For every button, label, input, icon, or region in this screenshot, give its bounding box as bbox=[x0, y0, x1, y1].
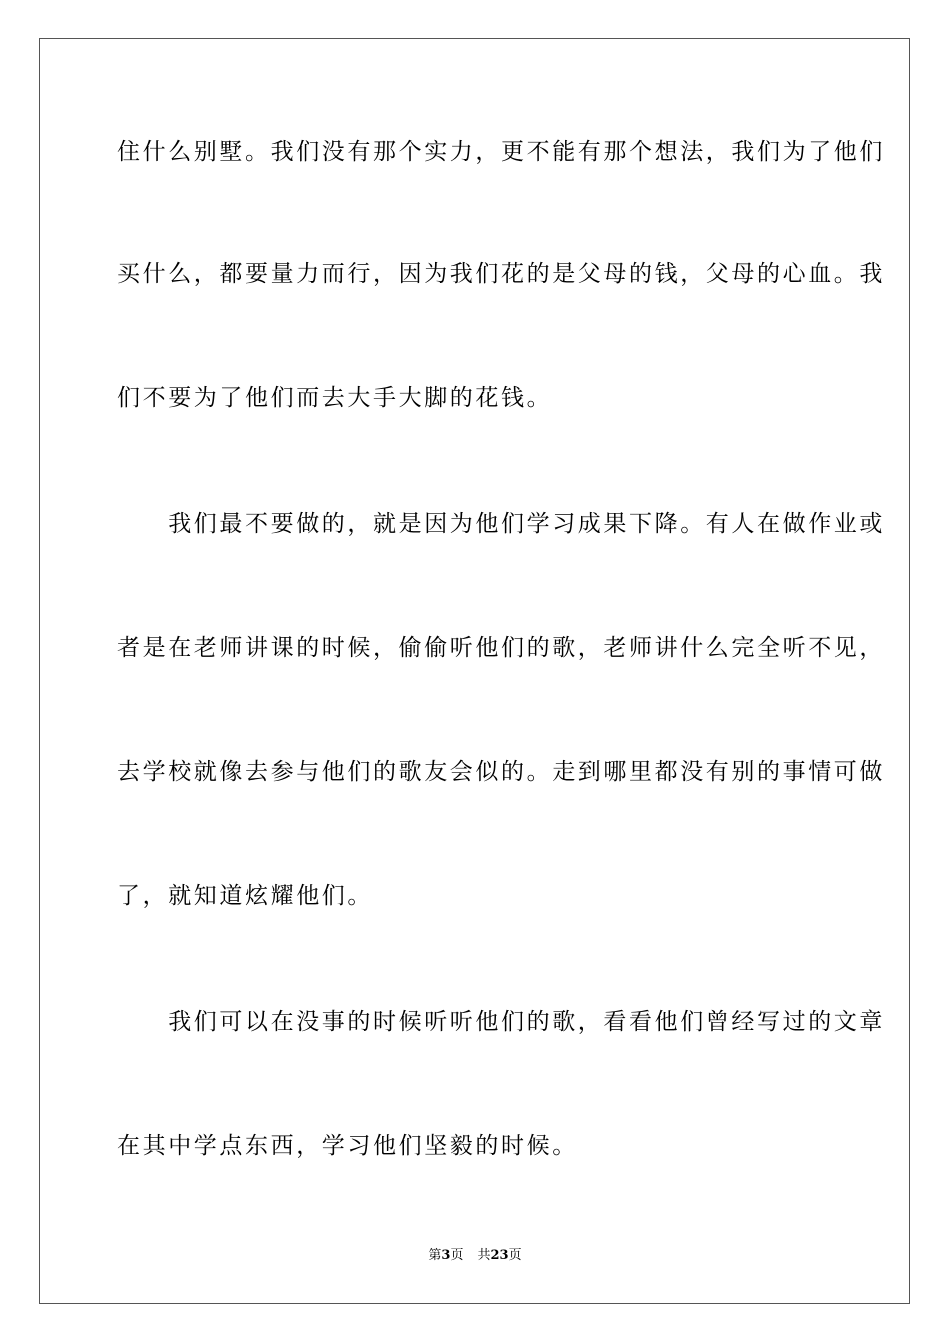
paragraph-line: 了，就知道炫耀他们。 bbox=[117, 883, 373, 909]
page-footer bbox=[0, 1247, 950, 1265]
total-pages-label: 共23页 bbox=[477, 1248, 522, 1263]
paragraph-line: 者是在老师讲课的时候，偷偷听他们的歌，老师讲什么完全听不见， bbox=[117, 635, 885, 661]
paragraph-line: 们不要为了他们而去大手大脚的花钱。 bbox=[117, 385, 553, 411]
paragraph-line: 住什么别墅。我们没有那个实力，更不能有那个想法，我们为了他们 bbox=[117, 139, 885, 165]
page-number-label: 第3页 bbox=[428, 1248, 464, 1263]
paragraph-line: 我们最不要做的，就是因为他们学习成果下降。有人在做作业或 bbox=[117, 511, 885, 537]
paragraph-line: 买什么，都要量力而行，因为我们花的是父母的钱，父母的心血。我 bbox=[117, 261, 885, 287]
paragraph-line: 我们可以在没事的时候听听他们的歌，看看他们曾经写过的文章 bbox=[117, 1009, 885, 1035]
page-border bbox=[39, 38, 910, 1304]
paragraph-line: 去学校就像去参与他们的歌友会似的。走到哪里都没有别的事情可做 bbox=[117, 759, 885, 785]
paragraph-line: 在其中学点东西，学习他们坚毅的时候。 bbox=[117, 1133, 578, 1159]
